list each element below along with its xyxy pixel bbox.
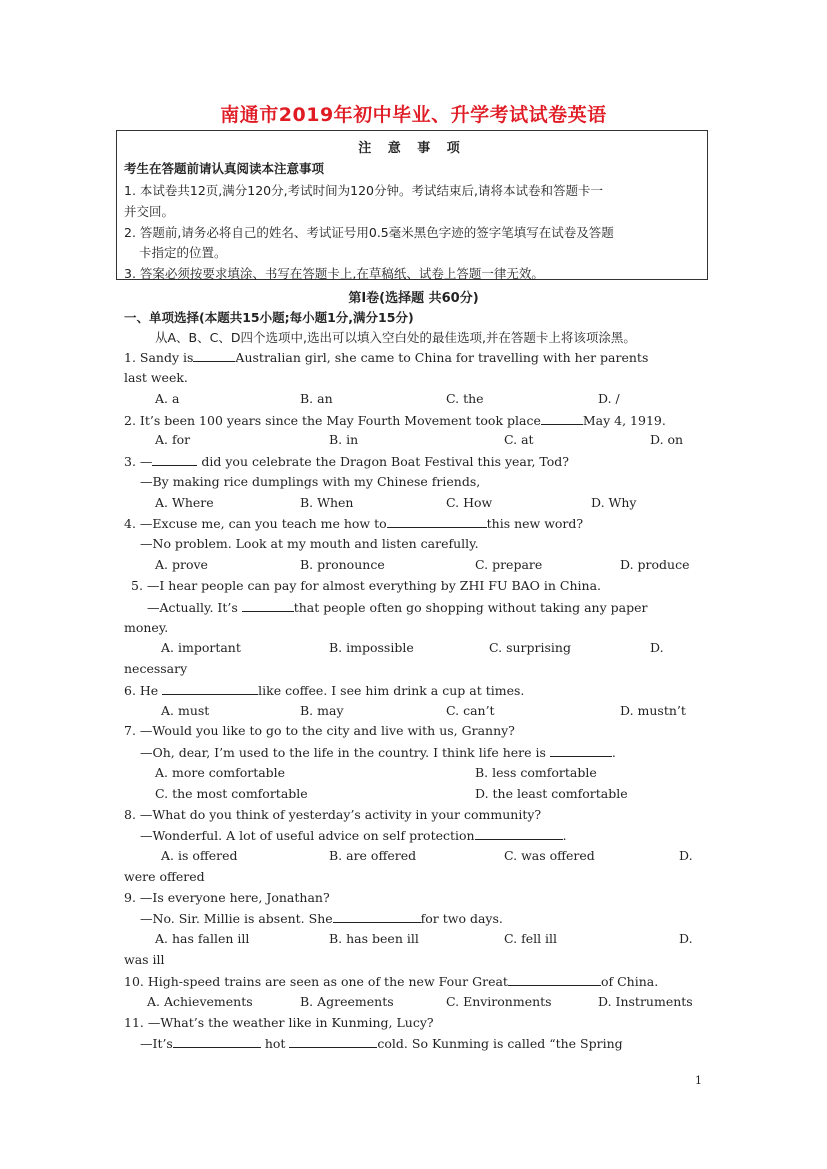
option-c: C. can’t — [446, 703, 495, 718]
option-b: B. impossible — [329, 640, 414, 655]
part1-heading: 一、单项选择(本题共15小题;每小题1分,满分15分) — [124, 310, 414, 325]
question-text: 1. Sandy is — [124, 350, 194, 365]
question-9 — [140, 910, 503, 926]
answer-blank — [387, 515, 487, 528]
option-b: B. less comfortable — [475, 765, 597, 780]
answer-blank — [333, 910, 421, 923]
question-7: —Oh, dear, I’m used to the life in the country. I think life here is . — [140, 745, 616, 760]
question-3 — [124, 453, 569, 469]
option-d: D. produce — [620, 557, 690, 572]
answer-blank — [162, 682, 258, 695]
option-c: C. the — [446, 391, 484, 406]
question-text: money. — [124, 620, 169, 635]
option-a: A. is offered — [161, 848, 238, 863]
question-text: for two days. — [420, 911, 503, 926]
question-5 — [147, 599, 647, 615]
answer-blank — [289, 1035, 377, 1048]
question-text: Australian girl, she came to China for travelling with her parents — [235, 350, 649, 365]
option-c: C. prepare — [475, 557, 543, 572]
part1-instruction: 从A、B、C、D四个选项中,选出可以填入空白处的最佳选项,并在答题卡上将该项涂黑。 — [155, 330, 636, 345]
answer-blank — [152, 453, 197, 466]
option-d: D. — [650, 640, 664, 655]
question-text: of China. — [600, 974, 659, 989]
option-b: B. has been ill — [329, 931, 419, 946]
question-text: 6. He — [124, 683, 163, 698]
option-a: A. has fallen ill — [155, 931, 250, 946]
question-2 — [124, 412, 666, 428]
option-b: B. in — [329, 432, 359, 447]
option-c: C. surprising — [489, 640, 571, 655]
option-b: B. an — [300, 391, 333, 406]
option-a: A. must — [161, 703, 210, 718]
page-title: 南通市2019年初中毕业、升学考试试卷英语 — [220, 104, 607, 126]
question-8: —Wonderful. A lot of useful advice on self protection . — [140, 828, 567, 843]
question-text: that people often go shopping without taking any paper — [293, 600, 648, 615]
question-text: 8. —What do you think of yesterday’s activity in your community? — [124, 807, 542, 822]
option-c: C. at — [504, 432, 534, 447]
option-d-text: were offered — [124, 869, 205, 884]
option-a: A. Achievements — [147, 994, 253, 1009]
option-c: C. fell ill — [504, 931, 558, 946]
option-a: A. more comfortable — [155, 765, 286, 780]
notice-item: 并交回。 — [124, 204, 175, 219]
option-b: B. When — [300, 495, 354, 510]
notice-subheading: 考生在答题前请认真阅读本注意事项 — [124, 161, 325, 176]
question-text: 5. —I hear people can pay for almost everything by ZHI FU BAO in China. — [131, 578, 602, 593]
section-title: 第Ⅰ卷(选择题 共60分) — [348, 291, 479, 306]
option-b: B. pronounce — [300, 557, 385, 572]
question-text: 10. High-speed trains are seen as one of the new Four Great — [124, 974, 508, 989]
question-text: —No. Sir. Millie is absent. She — [140, 911, 333, 926]
notice-item: 3. 答案必须按要求填涂、书写在答题卡上,在草稿纸、试卷上答题一律无效。 — [124, 266, 544, 281]
answer-blank — [193, 349, 235, 362]
question-text: cold. So Kunming is called “the Spring — [377, 1036, 623, 1051]
option-d-text: necessary — [124, 661, 188, 676]
option-d: D. the least comfortable — [475, 786, 628, 801]
option-b: B. are offered — [329, 848, 417, 863]
question-text: this new word? — [486, 516, 584, 531]
question-text: 9. —Is everyone here, Jonathan? — [124, 890, 330, 905]
option-a: A. prove — [155, 557, 208, 572]
option-c: C. Environments — [446, 994, 552, 1009]
answer-blank — [475, 827, 563, 840]
question-10 — [124, 973, 658, 989]
option-d: D. Instruments — [598, 994, 693, 1009]
question-text: like coffee. I see him drink a cup at times. — [258, 683, 525, 698]
option-d: D. mustn’t — [620, 703, 686, 718]
option-d: D. — [679, 848, 693, 863]
answer-blank — [173, 1035, 261, 1048]
question-text: hot — [260, 1036, 290, 1051]
question-4 — [124, 515, 583, 531]
option-d: D. on — [650, 432, 684, 447]
option-d: D. — [679, 931, 693, 946]
question-1 — [124, 349, 648, 365]
notice-heading: 注 意 事 项 — [358, 141, 466, 156]
option-c: C. the most comfortable — [155, 786, 308, 801]
notice-item: 1. 本试卷共12页,满分120分,考试时间为120分钟。考试结束后,请将本试卷和答题卡一 — [124, 183, 603, 198]
question-text: —Wonderful. A lot of useful advice on self protection — [140, 828, 475, 843]
option-d-text: was ill — [124, 952, 165, 967]
question-text: —Oh, dear, I’m used to the life in the country. I think life here is — [140, 745, 550, 760]
answer-blank — [541, 412, 583, 425]
question-text: 11. —What’s the weather like in Kunming, Lucy? — [124, 1015, 434, 1030]
option-c: C. was offered — [504, 848, 595, 863]
question-text: did you celebrate the Dragon Boat Festival this year, Tod? — [197, 454, 570, 469]
question-text: 4. —Excuse me, can you teach me how to — [124, 516, 387, 531]
answer-blank — [242, 599, 294, 612]
question-text: —No problem. Look at my mouth and listen carefully. — [140, 536, 479, 551]
option-d: D. Why — [591, 495, 637, 510]
notice-box — [116, 130, 708, 280]
question-text: —It’s — [140, 1036, 173, 1051]
option-b: B. Agreements — [300, 994, 394, 1009]
question-11 — [140, 1035, 623, 1051]
notice-item: 2. 答题前,请务必将自己的姓名、考试证号用0.5毫米黑色字迹的签字笔填写在试卷及答题 — [124, 225, 614, 240]
question-text: —By making rice dumplings with my Chinese friends, — [140, 474, 481, 489]
question-text: last week. — [124, 370, 188, 385]
option-b: B. may — [300, 703, 344, 718]
option-a: A. important — [161, 640, 241, 655]
answer-blank — [508, 973, 601, 986]
page-number: 1 — [695, 1074, 702, 1087]
option-a: A. Where — [155, 495, 214, 510]
question-text: —Actually. It’s — [147, 600, 242, 615]
option-c: C. How — [446, 495, 493, 510]
question-text: 2. It’s been 100 years since the May Fourth Movement took place — [124, 413, 541, 428]
option-a: A. a — [155, 391, 180, 406]
question-text: May 4, 1919. — [582, 413, 666, 428]
option-d: D. / — [598, 391, 620, 406]
answer-blank — [550, 744, 612, 757]
question-text: 3. — — [124, 454, 153, 469]
question-6 — [124, 682, 524, 698]
option-a: A. for — [155, 432, 191, 447]
question-text: 7. —Would you like to go to the city and live with us, Granny? — [124, 723, 515, 738]
notice-item: 卡指定的位置。 — [139, 245, 227, 260]
